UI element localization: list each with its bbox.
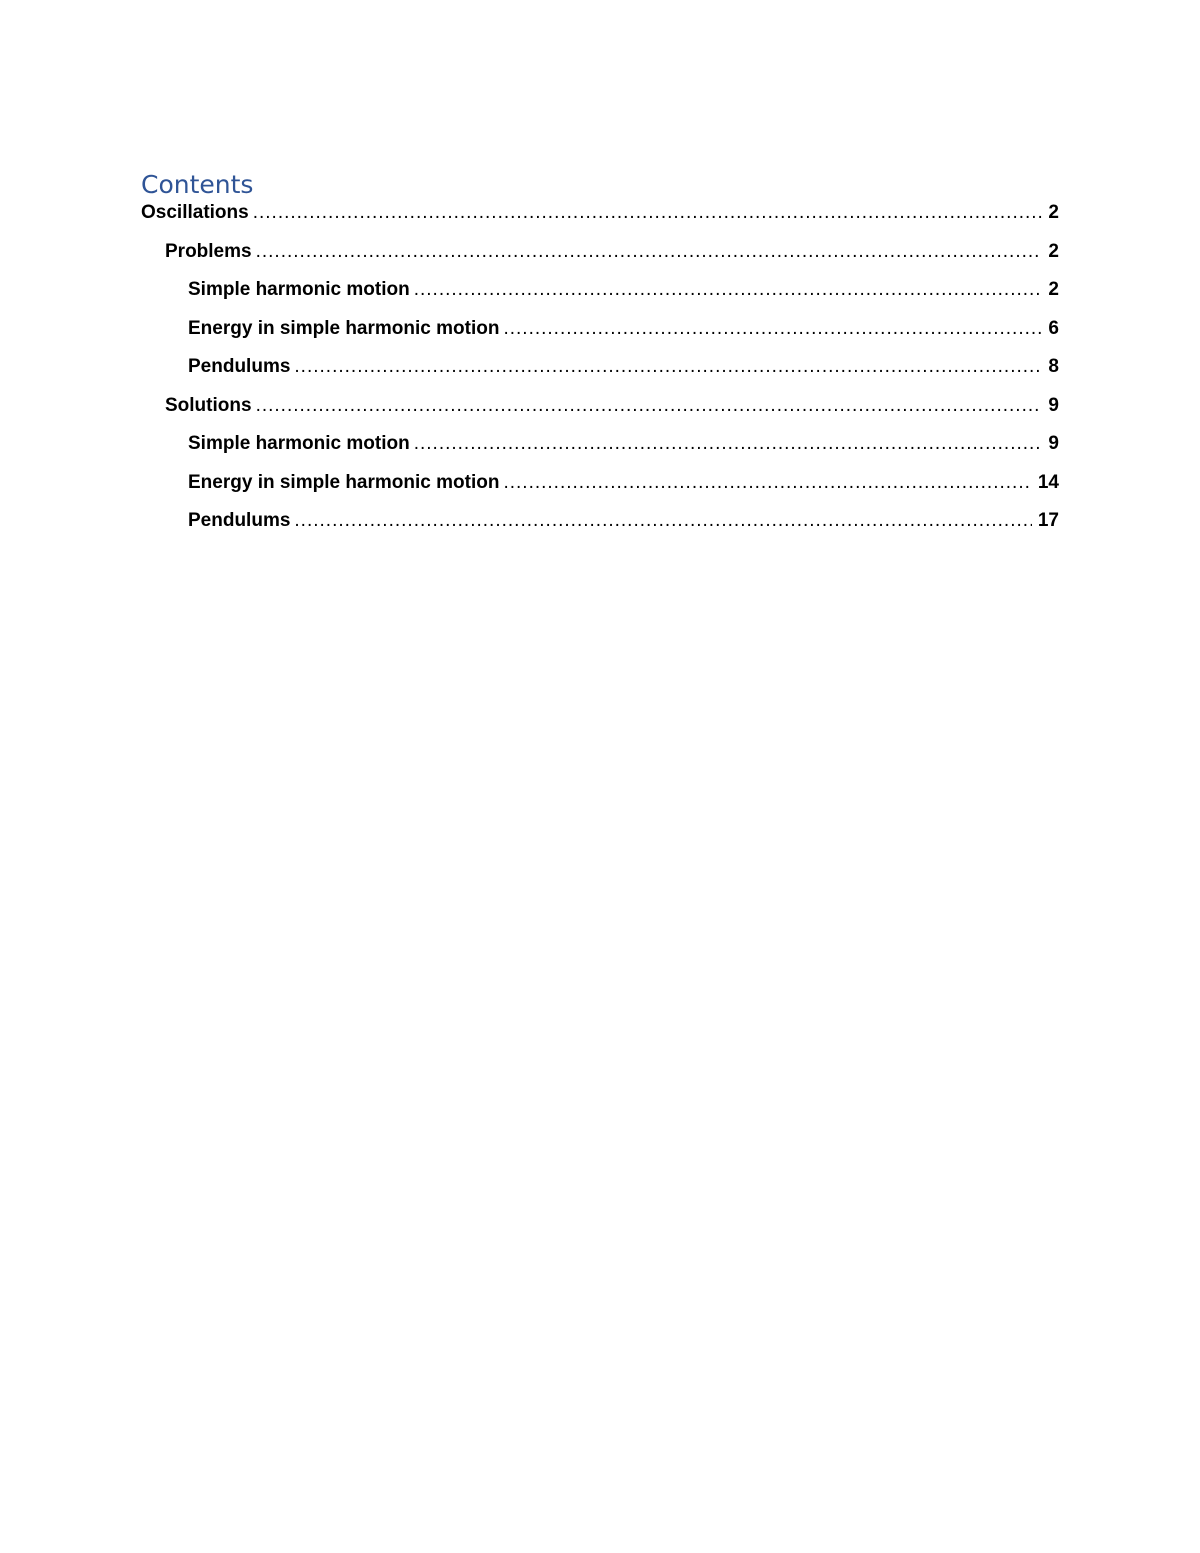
toc-entry-problems-pendulums[interactable] [141, 356, 1059, 395]
toc-entry-oscillations[interactable] [141, 202, 1059, 241]
toc-entry-page: 14 [1037, 471, 1059, 493]
toc-entry-problems-simple-harmonic-motion[interactable] [141, 279, 1059, 318]
toc-entry-label: Energy in simple harmonic motion [188, 317, 500, 339]
toc-entry-solutions-energy[interactable] [141, 472, 1059, 511]
table-of-contents [141, 168, 1059, 549]
toc-dot-leader [503, 472, 1031, 494]
toc-entry-label: Oscillations [141, 202, 249, 223]
toc-title: Contents [141, 170, 254, 199]
toc-entry-page: 2 [1048, 240, 1059, 262]
toc-entry-label: Pendulums [188, 510, 291, 531]
toc-entry-page: 9 [1048, 433, 1059, 454]
toc-dot-leader [294, 510, 1031, 532]
toc-entry-page: 2 [1048, 202, 1059, 223]
toc-entry-label: Simple harmonic motion [188, 279, 410, 300]
toc-entry-label: Solutions [165, 394, 252, 416]
toc-entry-label: Pendulums [188, 356, 291, 377]
toc-entry-solutions-simple-harmonic-motion[interactable] [141, 433, 1059, 472]
toc-dot-leader [414, 433, 1043, 455]
toc-entry-solutions-pendulums[interactable] [141, 510, 1059, 549]
toc-entry-problems[interactable] [141, 241, 1059, 280]
toc-dot-leader [256, 395, 1043, 417]
toc-entry-page: 9 [1048, 394, 1059, 416]
toc-dot-leader [414, 279, 1043, 301]
toc-list [141, 202, 1059, 549]
toc-entry-label: Problems [165, 240, 252, 262]
toc-entry-page: 8 [1048, 356, 1059, 377]
toc-entry-page: 6 [1048, 317, 1059, 339]
toc-entry-page: 2 [1048, 279, 1059, 300]
toc-dot-leader [503, 318, 1042, 340]
toc-dot-leader [256, 241, 1043, 263]
toc-entry-problems-energy[interactable] [141, 318, 1059, 357]
toc-entry-solutions[interactable] [141, 395, 1059, 434]
toc-dot-leader [253, 202, 1043, 224]
toc-entry-page: 17 [1037, 510, 1059, 531]
toc-dot-leader [294, 356, 1042, 378]
toc-entry-label: Energy in simple harmonic motion [188, 471, 500, 493]
toc-entry-label: Simple harmonic motion [188, 433, 410, 454]
